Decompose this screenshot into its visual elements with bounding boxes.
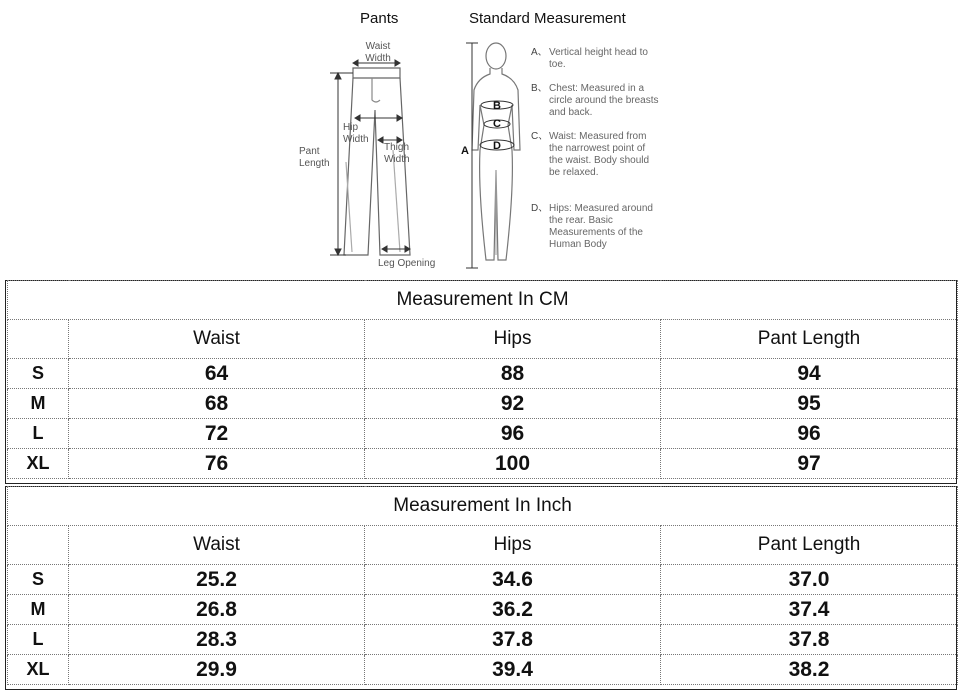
waist-value: 76 [69, 449, 365, 479]
leg-opening-label: Leg Opening [378, 258, 436, 269]
table-row [8, 625, 958, 655]
inch-header-hips: Hips [365, 526, 661, 565]
size-label: L [8, 419, 69, 449]
hips-value: 34.6 [365, 565, 661, 595]
hips-value: 37.8 [365, 625, 661, 655]
letter-a: A [461, 145, 469, 157]
pant-length-value: 95 [661, 389, 958, 419]
cm-table-title: Measurement In CM [8, 281, 958, 320]
note-d-text: Hips: Measured around the rear. Basic Measurements of the Human Body [549, 203, 653, 250]
inch-size-table [7, 486, 958, 685]
table-row [8, 595, 958, 625]
hips-value: 100 [365, 449, 661, 479]
table-row [8, 419, 958, 449]
table-row [8, 359, 958, 389]
hips-value: 88 [365, 359, 661, 389]
waist-value: 25.2 [69, 565, 365, 595]
waist-value: 64 [69, 359, 365, 389]
cm-header-waist: Waist [69, 320, 365, 359]
illustration-drawing [0, 0, 962, 278]
pant-length-value: 96 [661, 419, 958, 449]
pant-length-label: Pant Length [299, 146, 330, 169]
waist-value: 29.9 [69, 655, 365, 685]
inch-header-pant-length: Pant Length [661, 526, 958, 565]
hips-value: 39.4 [365, 655, 661, 685]
size-label: L [8, 625, 69, 655]
note-c [531, 131, 661, 179]
table-row [8, 655, 958, 685]
letter-d: D [493, 140, 501, 152]
pant-length-value: 37.4 [661, 595, 958, 625]
pants-heading: Pants [360, 10, 399, 27]
hips-value: 92 [365, 389, 661, 419]
cm-header-pant-length: Pant Length [661, 320, 958, 359]
note-a [531, 47, 661, 71]
size-label: M [8, 389, 69, 419]
note-d [531, 203, 661, 251]
waist-value: 26.8 [69, 595, 365, 625]
table-row [8, 565, 958, 595]
note-d-key: D、 [531, 203, 549, 214]
table-row [8, 389, 958, 419]
size-label: S [8, 565, 69, 595]
hip-width-label: Hip Width [343, 122, 369, 145]
inch-table-title: Measurement In Inch [8, 487, 958, 526]
letter-b: B [493, 100, 501, 112]
standard-measurement-heading: Standard Measurement [469, 10, 626, 27]
cm-size-table [7, 280, 958, 479]
table-row [8, 449, 958, 479]
pant-length-value: 97 [661, 449, 958, 479]
note-c-text: Waist: Measured from the narrowest point of the waist. Body should be relaxed. [549, 131, 650, 178]
pant-length-value: 37.0 [661, 565, 958, 595]
waist-width-label: Waist Width [365, 41, 391, 64]
size-label: XL [8, 449, 69, 479]
inch-header-size [8, 526, 69, 565]
note-c-key: C、 [531, 131, 549, 142]
thigh-width-label: Thigh Width [384, 142, 410, 165]
hips-value: 36.2 [365, 595, 661, 625]
pant-length-value: 38.2 [661, 655, 958, 685]
note-b-key: B、 [531, 83, 548, 94]
cm-header-size [8, 320, 69, 359]
note-a-text: Vertical height head to toe. [549, 47, 648, 70]
hips-value: 96 [365, 419, 661, 449]
waist-value: 28.3 [69, 625, 365, 655]
inch-header-waist: Waist [69, 526, 365, 565]
waist-value: 68 [69, 389, 365, 419]
pant-length-value: 37.8 [661, 625, 958, 655]
waist-value: 72 [69, 419, 365, 449]
size-label: XL [8, 655, 69, 685]
size-label: M [8, 595, 69, 625]
size-label: S [8, 359, 69, 389]
letter-c: C [493, 118, 501, 130]
pant-length-value: 94 [661, 359, 958, 389]
measurement-illustration [0, 0, 962, 278]
cm-header-hips: Hips [365, 320, 661, 359]
note-b-text: Chest: Measured in a circle around the breasts and back. [549, 83, 659, 118]
note-b [531, 83, 661, 119]
note-a-key: A、 [531, 47, 548, 58]
